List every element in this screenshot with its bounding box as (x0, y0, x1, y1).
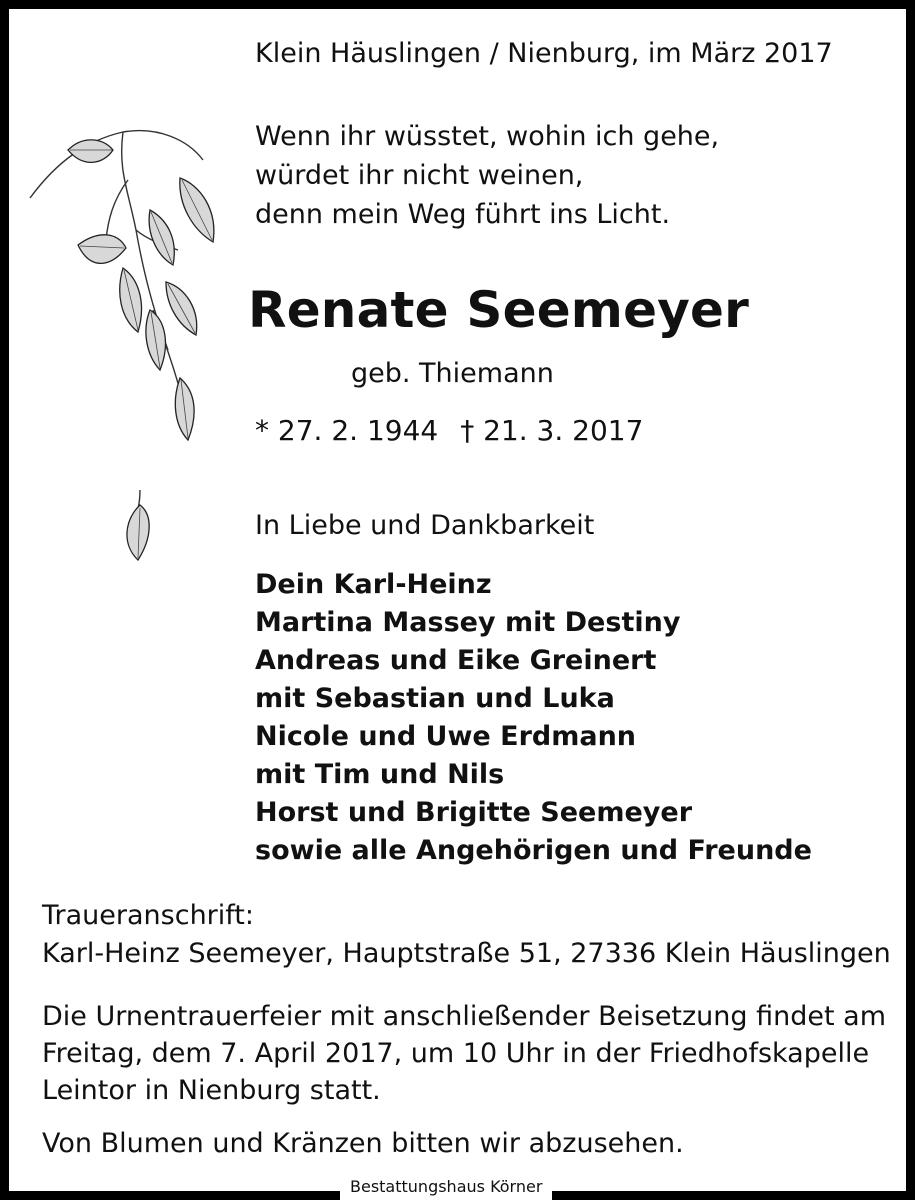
mourners-intro: In Liebe und Dankbarkeit (255, 510, 595, 541)
leaf-4 (78, 235, 126, 264)
mourner-name: Martina Massey mit Destiny (255, 607, 681, 638)
deceased-name: Renate Seemeyer (248, 281, 749, 339)
mourner-name: Andreas und Eike Greinert (255, 645, 657, 676)
poem-line: denn mein Weg führt ins Licht. (255, 199, 671, 230)
mourner-name: mit Sebastian und Luka (255, 683, 615, 714)
life-dates (255, 414, 643, 447)
poem (255, 117, 719, 234)
birth-date: * 27. 2. 1944 (255, 414, 439, 447)
ceremony-line: Leintor in Nienburg statt. (42, 1075, 381, 1106)
poem-line: Wenn ihr wüsstet, wohin ich gehe, (255, 121, 720, 152)
birth-name: geb. Thiemann (351, 358, 554, 389)
address-label: Traueranschrift: (42, 900, 254, 931)
mourners-list (255, 566, 812, 870)
ceremony-line: Die Urnentrauerfeier mit anschließender Beisetzung findet am (42, 1001, 887, 1032)
mourner-name: Horst und Brigitte Seemeyer (255, 797, 693, 828)
funeral-home-label: Bestattungshaus Körner (340, 1176, 552, 1200)
mourner-name: Dein Karl-Heinz (255, 569, 492, 600)
birch-branch-illustration (28, 120, 228, 580)
mourner-name: sowie alle Angehörigen und Freunde (255, 835, 812, 866)
ceremony-line: Freitag, dem 7. April 2017, um 10 Uhr in der Friedhofskapelle (42, 1038, 870, 1069)
address-value: Karl-Heinz Seemeyer, Hauptstraße 51, 27336 Klein Häuslingen (42, 938, 891, 969)
ceremony-info (42, 998, 886, 1109)
mourner-name: mit Tim und Nils (255, 759, 505, 790)
mourner-name: Nicole und Uwe Erdmann (255, 721, 637, 752)
poem-line: würdet ihr nicht weinen, (255, 160, 584, 191)
place-date: Klein Häuslingen / Nienburg, im März 2017 (255, 38, 833, 69)
leaf-1 (68, 140, 113, 163)
flowers-note: Von Blumen und Kränzen bitten wir abzusehen. (42, 1128, 684, 1159)
death-date: † 21. 3. 2017 (460, 414, 644, 447)
